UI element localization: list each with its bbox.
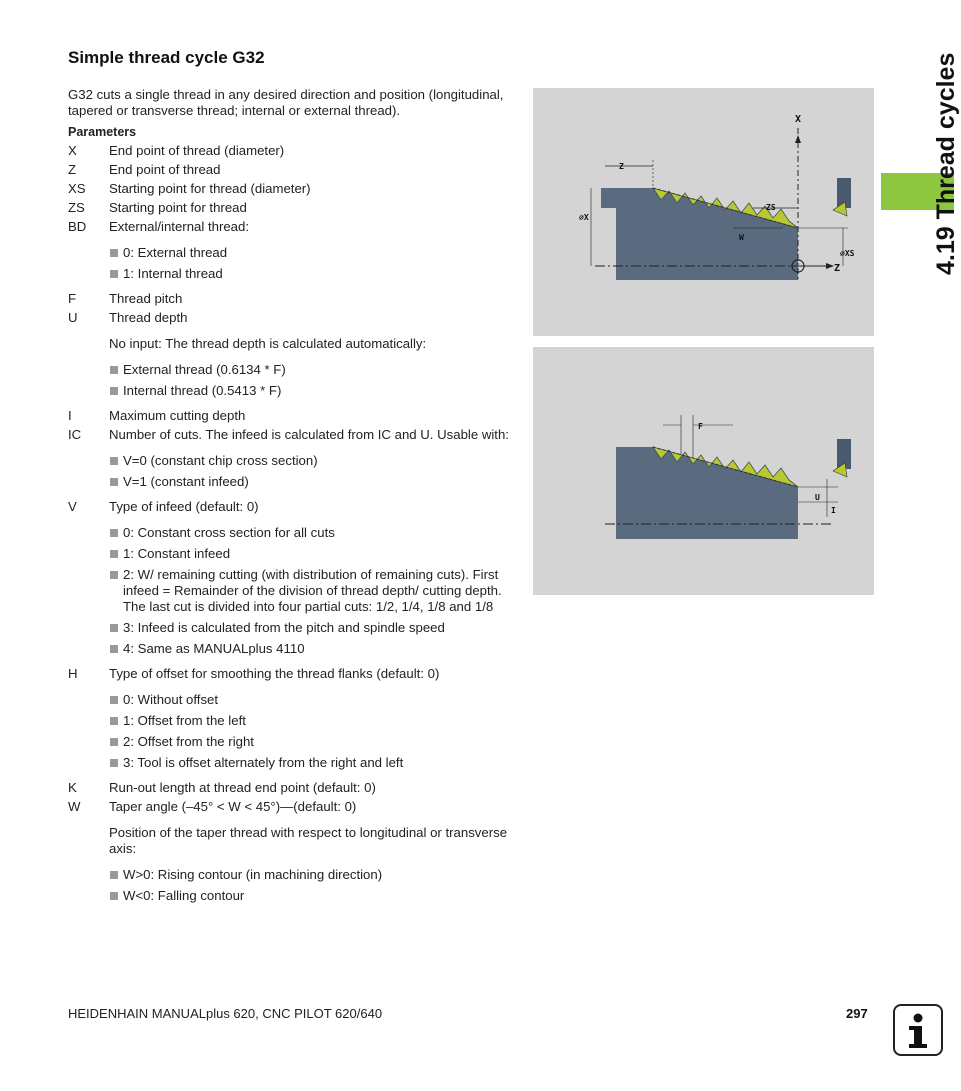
parameter-option: 3: Infeed is calculated from the pitch and spindle speed <box>109 620 518 636</box>
parameter-key: U <box>68 310 78 325</box>
info-icon <box>893 1004 943 1056</box>
parameter-option: 3: Tool is offset alternately from the right and left <box>109 755 518 771</box>
z-axis-arrow <box>826 263 834 269</box>
parameter-description: Taper angle (–45° < W < 45°)—(default: 0) <box>109 799 357 814</box>
parameter-option: 1: Internal thread <box>109 266 518 282</box>
parameter-key: XS <box>68 181 86 196</box>
parameter-option: 2: W/ remaining cutting (with distribution of remaining cuts). First infeed = Remainder of the division of thread depth/ cutting depth. The last cut is divided into four partial cuts: 1/2, 1/4, 1/8 and 1/8 <box>109 567 518 615</box>
workpiece-shape-2 <box>616 447 798 539</box>
parameter-row <box>68 499 518 663</box>
parameter-key: BD <box>68 219 87 234</box>
parameter-option: 0: Without offset <box>109 692 518 708</box>
label-z-top: Z <box>619 162 624 171</box>
parameter-key: Z <box>68 162 77 177</box>
label-z-axis: Z <box>834 263 841 274</box>
figure-thread-pitch-depth <box>533 347 874 595</box>
parameter-note: No input: The thread depth is calculated automatically: <box>109 336 427 351</box>
parameter-key: F <box>68 291 77 306</box>
parameter-row <box>68 780 518 796</box>
parameter-option: 0: External thread <box>109 245 518 261</box>
parameter-option: V=1 (constant infeed) <box>109 474 518 490</box>
parameter-option: V=0 (constant chip cross section) <box>109 453 518 469</box>
parameter-options <box>109 692 518 771</box>
parameter-key: IC <box>68 427 82 442</box>
parameter-option: W>0: Rising contour (in machining direction) <box>109 867 518 883</box>
label-w: W <box>739 233 744 242</box>
parameter-row <box>68 143 518 159</box>
parameter-row <box>68 181 518 197</box>
parameter-option: W<0: Falling contour <box>109 888 518 904</box>
parameter-option: External thread (0.6134 * F) <box>109 362 518 378</box>
parameter-key: H <box>68 666 78 681</box>
parameter-description: Type of offset for smoothing the thread flanks (default: 0) <box>109 666 440 681</box>
figure1-svg <box>533 88 874 336</box>
parameter-description: Starting point for thread <box>109 200 247 215</box>
label-u: U <box>815 493 820 502</box>
parameter-description: Type of infeed (default: 0) <box>109 499 259 514</box>
parameter-description: End point of thread <box>109 162 221 177</box>
parameter-row <box>68 291 518 307</box>
parameter-key: W <box>68 799 81 814</box>
parameter-row <box>68 200 518 216</box>
footer-text: HEIDENHAIN MANUALplus 620, CNC PILOT 620/640 <box>68 1006 383 1021</box>
parameter-options <box>109 453 518 490</box>
parameter-key: I <box>68 408 72 423</box>
parameter-key: K <box>68 780 77 795</box>
parameter-description: Thread pitch <box>109 291 183 306</box>
parameter-option: 1: Offset from the left <box>109 713 518 729</box>
parameter-row <box>68 408 518 424</box>
parameter-description: Number of cuts. The infeed is calculated from IC and U. Usable with: <box>109 427 509 442</box>
section-title: Simple thread cycle G32 <box>68 48 265 67</box>
page-number: 297 <box>846 1006 868 1021</box>
parameter-option: Internal thread (0.5413 * F) <box>109 383 518 399</box>
label-f: F <box>698 422 703 431</box>
figure2-svg <box>533 347 874 595</box>
label-zs: ZS <box>766 203 776 212</box>
parameter-description: End point of thread (diameter) <box>109 143 285 158</box>
parameter-option: 0: Constant cross section for all cuts <box>109 525 518 541</box>
parameter-list <box>68 124 518 910</box>
parameter-description: External/internal thread: <box>109 219 250 234</box>
parameter-option: 2: Offset from the right <box>109 734 518 750</box>
parameter-description: Maximum cutting depth <box>109 408 246 423</box>
chapter-title-vertical: 4.19 Thread cycles <box>932 52 960 275</box>
label-i: I <box>831 506 836 515</box>
parameter-row <box>68 162 518 178</box>
info-glyph <box>895 1006 941 1054</box>
parameter-option: 4: Same as MANUALplus 4110 <box>109 641 518 657</box>
parameter-description: Starting point for thread (diameter) <box>109 181 311 196</box>
parameters-heading: Parameters <box>68 125 137 139</box>
intro-text: G32 cuts a single thread in any desired direction and position (longitudinal, tapered or transverse thread; internal or external thread). <box>68 87 504 118</box>
label-phi-xs: ⌀XS <box>840 249 855 258</box>
parameter-row <box>68 799 518 910</box>
parameter-description: Thread depth <box>109 310 188 325</box>
parameter-row <box>68 219 518 288</box>
parameter-key: V <box>68 499 77 514</box>
parameter-row <box>68 427 518 496</box>
x-axis-arrow <box>795 135 801 143</box>
parameter-options <box>109 362 518 399</box>
parameter-options <box>109 867 518 904</box>
parameter-options <box>109 525 518 657</box>
parameter-rows <box>68 143 518 910</box>
parameter-description: Run-out length at thread end point (default: 0) <box>109 780 376 795</box>
parameter-options <box>109 245 518 282</box>
parameter-row <box>68 666 518 777</box>
parameter-row <box>68 310 518 405</box>
parameter-key: ZS <box>68 200 85 215</box>
label-phi-x: ⌀X <box>579 213 589 222</box>
parameter-key: X <box>68 143 77 158</box>
label-x: X <box>795 114 802 125</box>
parameter-option: 1: Constant infeed <box>109 546 518 562</box>
parameter-note: Position of the taper thread with respect to longitudinal or transverse axis: <box>109 825 508 856</box>
figure-thread-geometry <box>533 88 874 336</box>
